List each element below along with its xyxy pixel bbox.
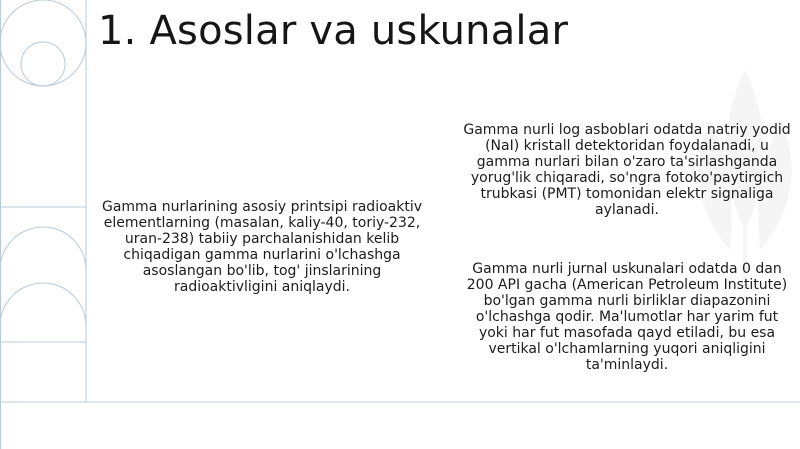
decor-arch-lower (0, 283, 86, 326)
paragraph-detector: Gamma nurli log asboblari odatda natriy yodid (NaI) kristall detektoridan foydalanadi, u gamma nurlari bilan o'zaro ta'sirlashganda yorug'lik chiqaradi, so'ngra fotoko'paytirgich trubkasi (PMT) tomonidan elektr signaliga aylanadi. (463, 122, 791, 218)
paragraph-principle: Gamma nurlarining asosiy printsipi radioaktiv elementlarning (masalan, kaliy-40, toriy-232, uran-238) tabiiy parchalanishidan kelib chiqadigan gamma nurlarini o'lchashga asoslangan bo'lib, tog' jinslarining radioaktivligini aniqlaydi. (101, 199, 422, 295)
slide-title: 1. Asoslar va uskunalar (98, 8, 569, 54)
decor-circle-outer (0, 0, 86, 86)
decor-circle-inner (21, 42, 65, 86)
decor-arch-upper (0, 227, 86, 270)
paragraph-equipment-range: Gamma nurli jurnal uskunalari odatda 0 dan 200 API gacha (American Petroleum Institute) bo'lgan gamma nurli birliklar diapazonini o'lchashga qodir. Ma'lumotlar har yarim fut yoki har fut masofada qayd etiladi, bu esa vertikal o'lchamlarning yuqori aniqligini ta'minlaydi. (466, 261, 788, 373)
